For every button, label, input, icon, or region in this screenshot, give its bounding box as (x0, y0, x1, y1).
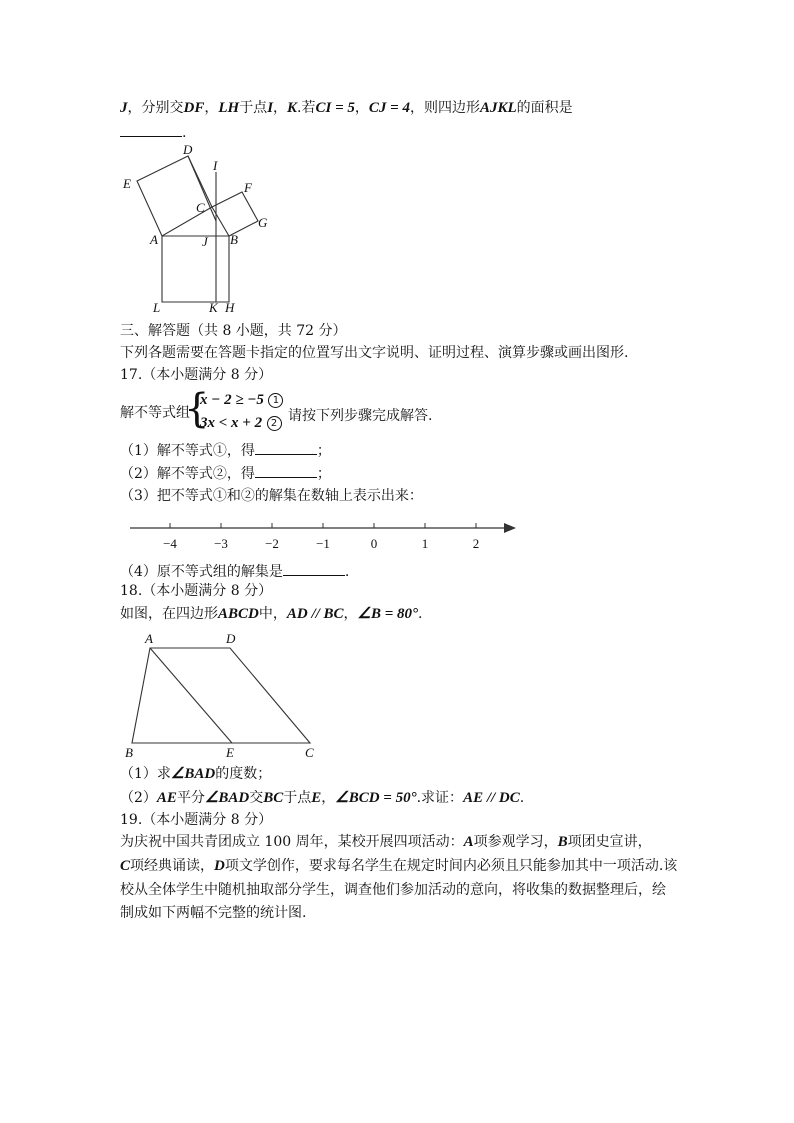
text: 于点 (239, 100, 268, 116)
q17-after: 请按下列步骤完成解答. (288, 408, 433, 424)
q18-header: 18.（本小题满分 8 分） (120, 583, 273, 599)
math: A (463, 834, 474, 850)
math: ∠BAD (170, 766, 216, 782)
text: ， (343, 606, 358, 622)
text: . (344, 564, 350, 580)
label-I: I (213, 158, 218, 173)
text: ， (321, 790, 336, 806)
tick-label: 0 (370, 536, 378, 551)
label-B: B (230, 232, 238, 247)
label-C: C (305, 745, 314, 760)
q19-line2 (120, 856, 677, 876)
math: CI = 5 (315, 100, 355, 116)
text: ； (316, 443, 331, 459)
math: J (120, 100, 128, 116)
q18-part2 (120, 788, 524, 808)
tick-label: −4 (163, 536, 177, 551)
math: CJ = 4 (368, 100, 410, 116)
text: 如图，在四边形 (120, 606, 218, 622)
text: 为庆祝中国共青团成立 100 周年，某校开展四项活动： (120, 834, 464, 850)
q17-step3: （3）把不等式①和②的解集在数轴上表示出来： (120, 488, 423, 504)
text: ，则四边形 (409, 100, 480, 116)
math: ABCD (218, 606, 259, 622)
tick-label: −1 (316, 536, 330, 551)
text: （2）解不等式②，得 (120, 466, 255, 482)
text: 平分 (176, 790, 205, 806)
math: C (120, 858, 131, 874)
number-line (120, 512, 530, 556)
section-title: 三、解答题（共 8 小题，共 72 分） (120, 323, 347, 339)
tick-label: 1 (421, 536, 429, 551)
label-A: A (145, 631, 153, 646)
math: ∠BCD = 50° (335, 790, 417, 806)
text: 的面积是 (516, 100, 573, 116)
label-C: C (196, 200, 205, 215)
label-D: D (226, 631, 236, 646)
q18-statement (120, 604, 423, 624)
label-E: E (226, 745, 234, 760)
text: （1）求 (120, 766, 171, 782)
figure-trapezoid (120, 628, 330, 764)
q17-ineq2 (200, 413, 282, 433)
answer-blank[interactable] (283, 561, 345, 576)
label-A: A (150, 232, 158, 247)
q19-line1 (120, 832, 652, 852)
tick-label: 2 (472, 536, 480, 551)
q19-line3: 校从全体学生中随机抽取部分学生，调查他们参加活动的意向，将收集的数据整理后，绘 (120, 882, 666, 898)
text: 项文学创作，要求每名学生在规定时间内必须且只能参加其中一项活动.该 (224, 858, 678, 874)
math: I (267, 100, 274, 116)
tick-label: −3 (214, 536, 228, 551)
text: 项团史宣讲， (567, 834, 652, 850)
q16-text-line1 (120, 98, 573, 118)
label-L: L (153, 300, 161, 315)
math: E (311, 790, 322, 806)
text: （2） (120, 790, 157, 806)
math: AE (156, 790, 177, 806)
section-instruction: 下列各题需要在答题卡指定的位置写出文字说明、证明过程、演算步骤或画出图形. (120, 345, 629, 361)
system-brace: { (184, 386, 210, 432)
text: .求证： (416, 790, 464, 806)
label-B: B (125, 745, 133, 760)
text: 中， (258, 606, 287, 622)
q17-ineq1 (200, 390, 283, 410)
text: ， (354, 100, 369, 116)
figure-pythagoras (115, 140, 285, 320)
q18-part1 (120, 764, 271, 784)
q17-intro: 解不等式组 (120, 405, 190, 421)
math: K (287, 100, 298, 116)
math: ∠B = 80° (357, 606, 419, 622)
text: . (182, 125, 187, 141)
text: .若 (297, 100, 316, 116)
text: . (519, 790, 525, 806)
math: D (214, 858, 225, 874)
text: 的度数； (215, 766, 272, 782)
inequality-1: x − 2 ≥ −5 (200, 392, 264, 408)
answer-blank[interactable] (255, 440, 317, 455)
text: 项经典诵读， (130, 858, 215, 874)
inequality-2: 3x < x + 2 (200, 415, 263, 431)
math: LH (218, 100, 240, 116)
label-E: E (123, 176, 131, 191)
text: ， (273, 100, 288, 116)
label-D: D (183, 142, 193, 157)
q17-header: 17.（本小题满分 8 分） (120, 367, 273, 383)
answer-blank[interactable] (255, 463, 317, 478)
math: AD // BC (286, 606, 344, 622)
text: 交 (249, 790, 264, 806)
q17-step2 (120, 463, 331, 484)
circled-2: 2 (267, 416, 282, 431)
answer-blank[interactable] (120, 122, 182, 137)
q17-step4 (120, 561, 349, 582)
label-K: K (209, 300, 218, 315)
label-G: G (258, 215, 268, 230)
math: ∠BAD (204, 790, 250, 806)
text: . (418, 606, 423, 622)
q17-step1 (120, 440, 331, 461)
text: （1）解不等式①，得 (120, 443, 255, 459)
label-H: H (225, 300, 235, 315)
label-F: F (244, 180, 252, 195)
label-J: J (202, 234, 208, 249)
math: AE // DC (463, 790, 520, 806)
math: B (557, 834, 568, 850)
math: DF (183, 100, 205, 116)
text: ， (204, 100, 219, 116)
text: 于点 (283, 790, 312, 806)
math: AJKL (479, 100, 517, 116)
math: BC (263, 790, 284, 806)
q19-line4: 制成如下两幅不完整的统计图. (120, 905, 307, 921)
tick-label: −2 (265, 536, 279, 551)
text: （4）原不等式组的解集是 (120, 564, 283, 580)
text: 项参观学习， (473, 834, 558, 850)
text: ，分别交 (127, 100, 184, 116)
q19-header: 19.（本小题满分 8 分） (120, 812, 273, 828)
circled-1: 1 (268, 393, 283, 408)
text: ； (316, 466, 331, 482)
